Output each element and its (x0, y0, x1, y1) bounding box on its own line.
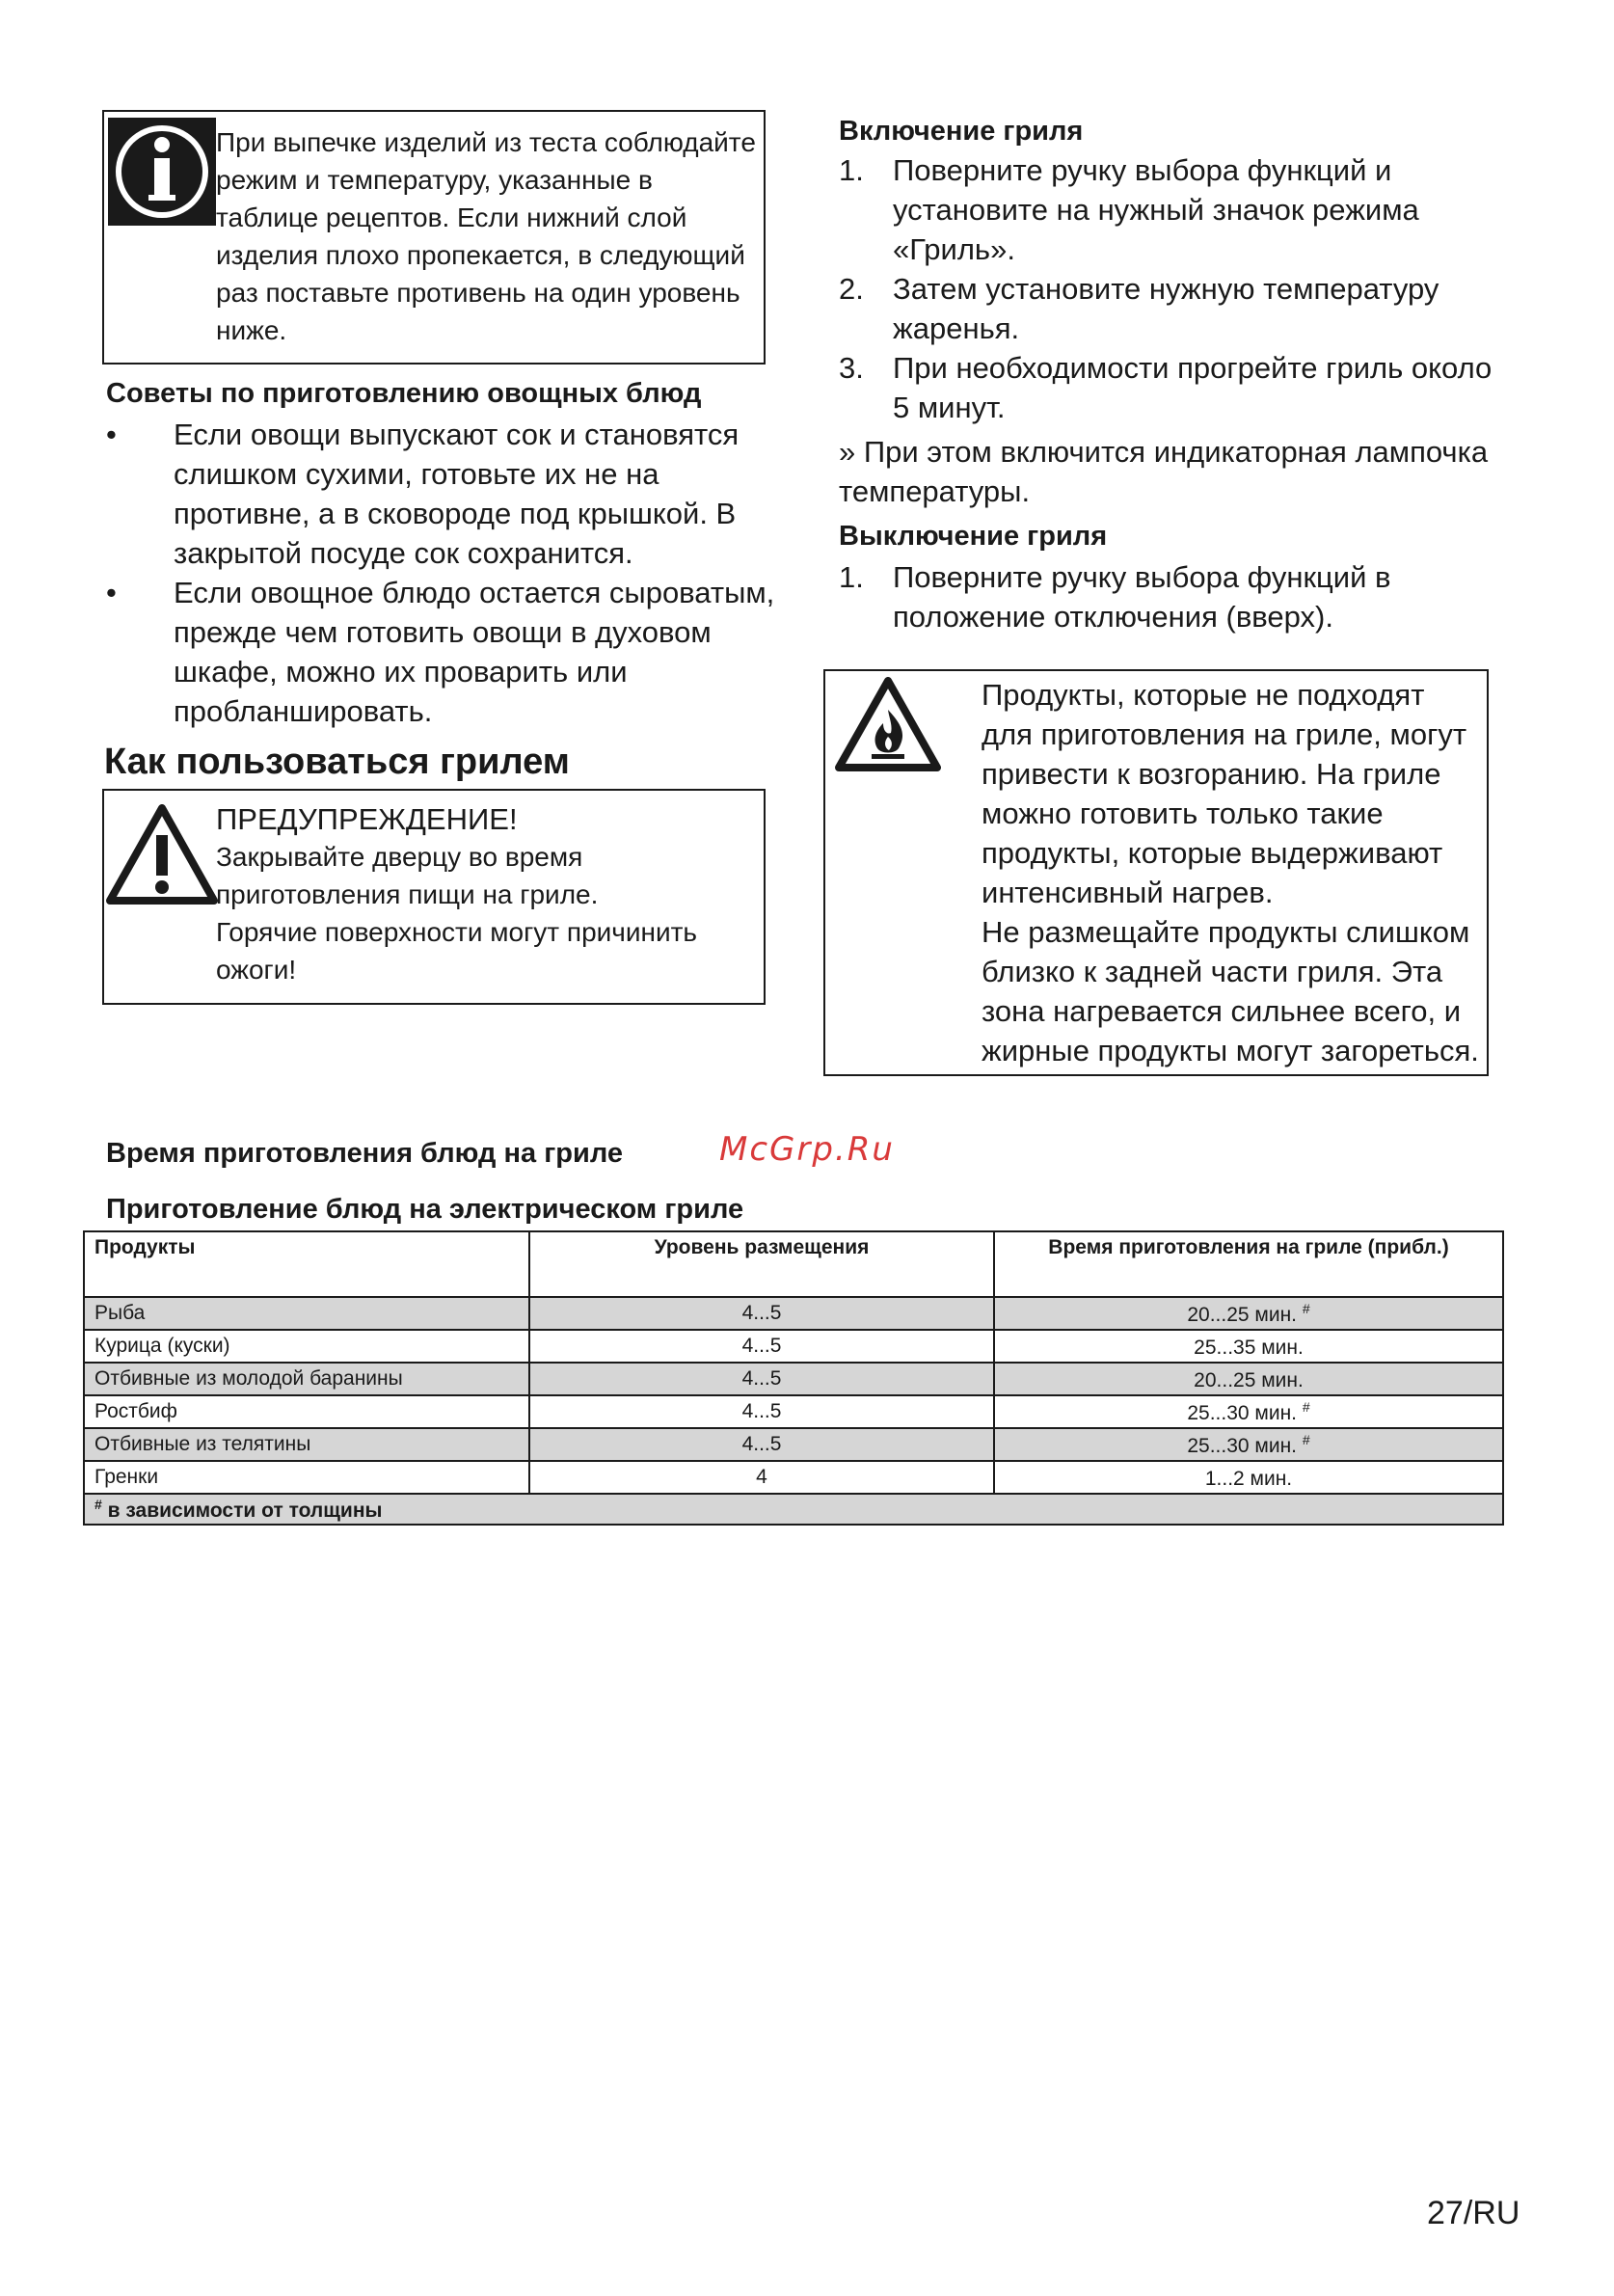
list-item: • Если овощное блюдо остается сыроватым, прежде чем готовить овощи в духовом шкафе, можно их проварить или пробланшировать. (106, 576, 775, 728)
list-item: 1. Поверните ручку выбора функций в положение отключения (вверх). (839, 560, 1391, 634)
grill-off-heading: Выключение гриля (839, 521, 1108, 552)
warning-triangle-icon (106, 804, 218, 905)
table-row: Рыба 4...5 20...25 мин. # (84, 1297, 1503, 1330)
grill-on-heading: Включение гриля (839, 116, 1084, 147)
list-item: 1. Поверните ручку выбора функций и установите на нужный значок режима «Гриль». (839, 153, 1419, 266)
table-row: Гренки 4 1...2 мин. (84, 1461, 1503, 1494)
fire-paragraph: Не размещайте продукты слишком близко к задней части гриля. Эта зона нагревается сильнее всего, и жирные продукты могут загореться. (982, 915, 1479, 1067)
fire-text (982, 675, 1479, 1070)
grill-off-steps (839, 557, 1514, 636)
info-icon (108, 118, 216, 226)
vegetables-heading: Советы по приготовлению овощных блюд (106, 378, 702, 409)
warning-title: ПРЕДУПРЕЖДЕНИЕ! (216, 802, 518, 836)
grill-on-note: » При этом включится индикаторная лампочка температуры. (839, 435, 1489, 508)
info-text: При выпечке изделий из теста соблюдайте режим и температуру, указанные в таблице рецептов. Если нижний слой изделия плохо пропекается, в следующий раз поставьте противень на один уровень ниже. (216, 127, 756, 345)
table-header: Время приготовления на гриле (прибл.) (994, 1231, 1503, 1297)
grill-section-title: Как пользоваться грилем (104, 742, 570, 782)
table-row: Ростбиф 4...5 25...30 мин. # (84, 1395, 1503, 1428)
table-row: Отбивные из молодой баранины 4...5 20...25 мин. (84, 1363, 1503, 1395)
warning-box (102, 789, 766, 1005)
fire-warning-box (823, 669, 1489, 1076)
vegetables-list (106, 415, 800, 731)
page-number: 27/RU (1427, 2195, 1520, 2231)
fire-warning-icon (835, 677, 941, 773)
table-footnote: # в зависимости от толщины (84, 1494, 1503, 1525)
list-item: • Если овощи выпускают сок и становятся слишком сухими, готовьте их не на противне, а в сковороде под крышкой. В закрытой посуде сок сохранится. (106, 418, 740, 570)
warning-text (216, 800, 756, 988)
list-item: 3. При необходимости прогрейте гриль около 5 минут. (839, 351, 1493, 424)
table-footnote-row (84, 1494, 1503, 1525)
table-row: Курица (куски) 4...5 25...35 мин. (84, 1330, 1503, 1363)
grill-times-table (83, 1230, 1504, 1526)
list-item: 2. Затем установите нужную температуру жаренья. (839, 272, 1439, 345)
fire-paragraph: Продукты, которые не подходят для приготовления на гриле, могут привести к возгоранию. На гриле можно готовить только такие продукты, которые выдерживают интенсивный нагрев. (982, 678, 1467, 909)
table-header-row (84, 1231, 1503, 1297)
watermark: McGrp.Ru (719, 1130, 895, 1169)
times-subheading: Приготовление блюд на электрическом гриле (106, 1194, 744, 1225)
times-heading: Время приготовления блюд на гриле (106, 1138, 624, 1169)
info-box (102, 110, 766, 365)
grill-on-steps (839, 150, 1514, 427)
table-row: Отбивные из телятины 4...5 25...30 мин. # (84, 1428, 1503, 1461)
warning-line: Закрывайте дверцу во время приготовления пищи на гриле. (216, 842, 599, 909)
table-header: Продукты (84, 1231, 529, 1297)
table-header: Уровень размещения (529, 1231, 994, 1297)
warning-line: Горячие поверхности могут причинить ожоги! (216, 917, 698, 985)
